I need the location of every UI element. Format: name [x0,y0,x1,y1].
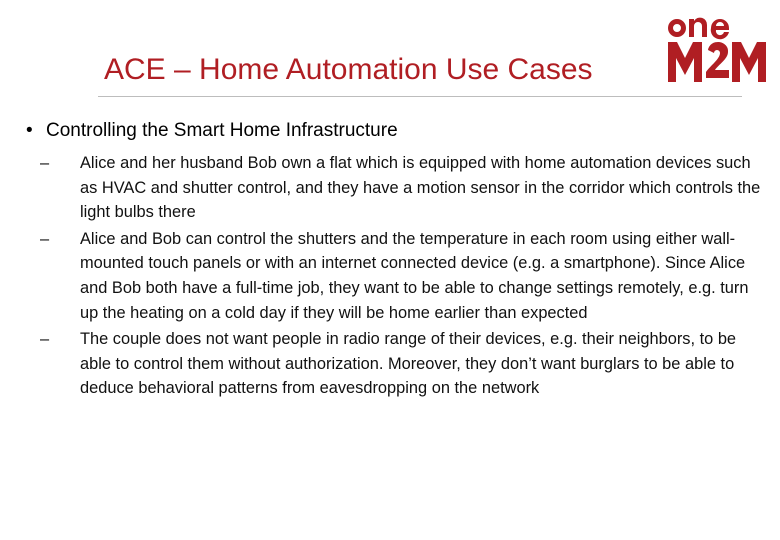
bullet-item [26,118,766,144]
sub-bullet-item [26,151,766,225]
sub-bullet-text: The couple does not want people in radio range of their devices, e.g. their neighbors, to be able to control them without authorization. Moreover, they don’t want burglars to be able to deduce behavioral patterns from eavesdropping on the network [80,330,737,398]
sub-bullet-list [26,151,766,401]
sub-bullet-text: Alice and her husband Bob own a flat which is equipped with home automation devices such as HVAC and shutter control, and they have a motion sensor in the corridor which controls the light bulbs there [80,154,761,222]
sub-bullet-text: Alice and Bob can control the shutters and the temperature in each room using either wall-mounted touch panels or with an internet connected device (e.g. a smartphone). Since Alice and Bob both have a full-time job, they want to be able to change settings remotely, e.g. turn up the heating on a cold day if they will be home earlier than expected [80,229,749,322]
bullet-text: Controlling the Smart Home Infrastructure [46,120,398,141]
onem2m-logo [664,8,774,86]
sub-bullet-item [26,327,766,401]
bullet-marker: • [26,120,33,141]
slide-title: ACE – Home Automation Use Cases [104,53,593,86]
dash-marker: – [40,154,50,172]
slide-content [26,118,766,401]
title-divider [98,96,742,97]
dash-marker: – [40,229,50,248]
dash-marker: – [40,330,50,349]
sub-bullet-item [26,227,766,325]
